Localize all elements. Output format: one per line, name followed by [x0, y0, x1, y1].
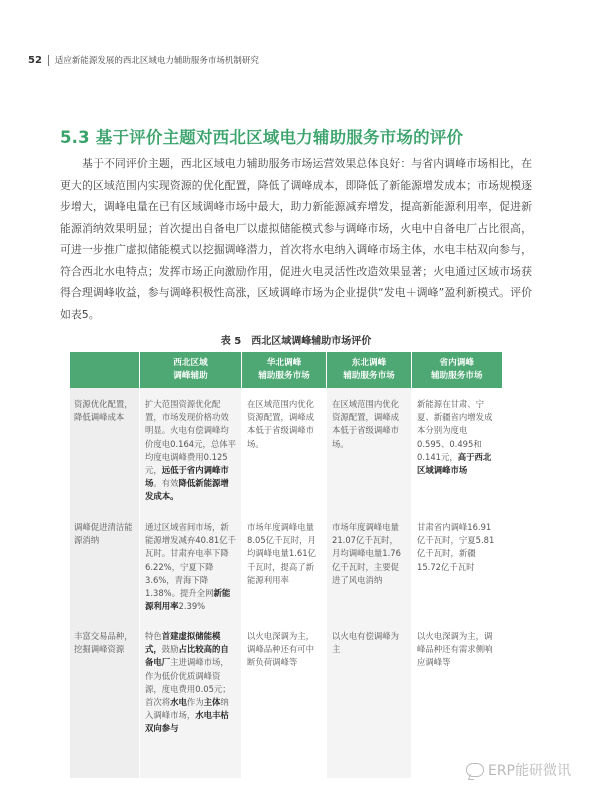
- table-row: [70, 388, 502, 511]
- header-cell-northwest: 西北区域 调峰辅助: [140, 352, 242, 388]
- cell-north-china: 在区域范围内优化资源配置，调峰成本低于省级调峰市场。: [242, 388, 327, 511]
- cell-provincial: 以火电深调为主，调峰品种还有需求侧响应调峰等: [412, 620, 502, 778]
- table-row: [70, 620, 502, 778]
- table-header-row: [70, 352, 502, 388]
- evaluation-table: [69, 352, 502, 778]
- wechat-icon: [466, 763, 484, 777]
- row-label: 调峰促进清洁能源消纳: [70, 511, 140, 620]
- cell-northeast: 在区域范围内优化资源配置，调峰成本低于省级调峰市场。: [327, 388, 412, 511]
- header-cell-north-china: 华北调峰 辅助服务市场: [242, 352, 327, 388]
- book-title: 适应新能源发展的西北区域电力辅助服务市场机制研究: [54, 56, 259, 66]
- header-cell-empty: [70, 352, 140, 388]
- row-label: 丰富交易品种，挖掘调峰资源: [70, 620, 140, 778]
- cell-northeast: 以火电有偿调峰为主: [327, 620, 412, 778]
- watermark-text: ERP能研微讯: [487, 763, 571, 779]
- body-paragraph: 基于不同评价主题，西北区域电力辅助服务市场运营效果总体良好：与省内调峰市场相比，在更大的区域范围内实现资源的优化配置，降低了调峰成本，即降低了新能源增发成本；市场规模逐步增大，调峰电量在已有区域调峰市场中最大，助力新能源减弃增发，提高新能源利用率，促进新能源消纳效果明显；首次提出自备电厂以虚拟储能模式参与调峰市场，火电中自备电厂占比很高，可进一步推广虚拟储能模式以挖掘调峰潜力，首次将水电纳入调峰市场主体，水电丰枯双向参与，符合西北水电特点；发挥市场正向激励作用，促进火电灵活性改造效果显著；火电通过区域市场获得合理调峰收益，参与调峰积极性高涨，区域调峰市场为企业提供“发电＋调峰”盈利新模式。评价如表5。: [60, 157, 532, 321]
- header-divider: [48, 55, 49, 66]
- cell-provincial: 甘肃省内调峰16.91亿千瓦时，宁夏5.81亿千瓦时，新疆15.72亿千瓦时: [412, 511, 502, 620]
- running-header: [28, 54, 259, 66]
- watermark: [466, 760, 571, 780]
- page-number: 52: [28, 54, 42, 66]
- cell-northeast: 市场年度调峰电量21.07亿千瓦时，月均调峰电量1.76亿千瓦时，主要促进了风电消纳: [327, 511, 412, 620]
- cell-northwest: 扩大范围资源优化配置，市场发现价格功效明显。火电有偿调峰均价度电0.164元，总体平均度电调峰费用0.125元，远低于省内调峰市场。有效降低新能源增发成本。: [140, 388, 242, 511]
- header-cell-northeast: 东北调峰 辅助服务市场: [327, 352, 412, 388]
- table-caption: 表 5 西北区域调峰辅助市场评价: [220, 336, 372, 347]
- cell-provincial: 新能源在甘肃、宁夏、新疆省内增发成本分别为度电0.595、0.495和0.141元，高于西北区域调峰市场: [412, 388, 502, 511]
- header-cell-provincial: 省内调峰 辅助服务市场: [412, 352, 502, 388]
- section-title: 5.3 基于评价主题对西北区域电力辅助服务市场的评价: [60, 128, 464, 147]
- cell-northwest: 通过区域省间市场，新能源增发减弃40.81亿千瓦时。甘肃弃电率下降6.22%，宁夏下降3.6%，青海下降1.38%。提升全网新能源利用率2.39%: [140, 511, 242, 620]
- cell-northwest: 特色首建虚拟储能模式，鼓励占比较高的自备电厂主进调峰市场，作为低价优质调峰资源，度电费用0.05元；首次将水电作为主体纳入调峰市场，水电丰枯双向参与: [140, 620, 242, 778]
- table-row: [70, 511, 502, 620]
- cell-north-china: 市场年度调峰电量8.05亿千瓦时，月均调峰电量1.61亿千瓦时，提高了新能源利用率: [242, 511, 327, 620]
- row-label: 资源优化配置，降低调峰成本: [70, 388, 140, 511]
- cell-north-china: 以火电深调为主，调峰品种还有可中断负荷调峰等: [242, 620, 327, 778]
